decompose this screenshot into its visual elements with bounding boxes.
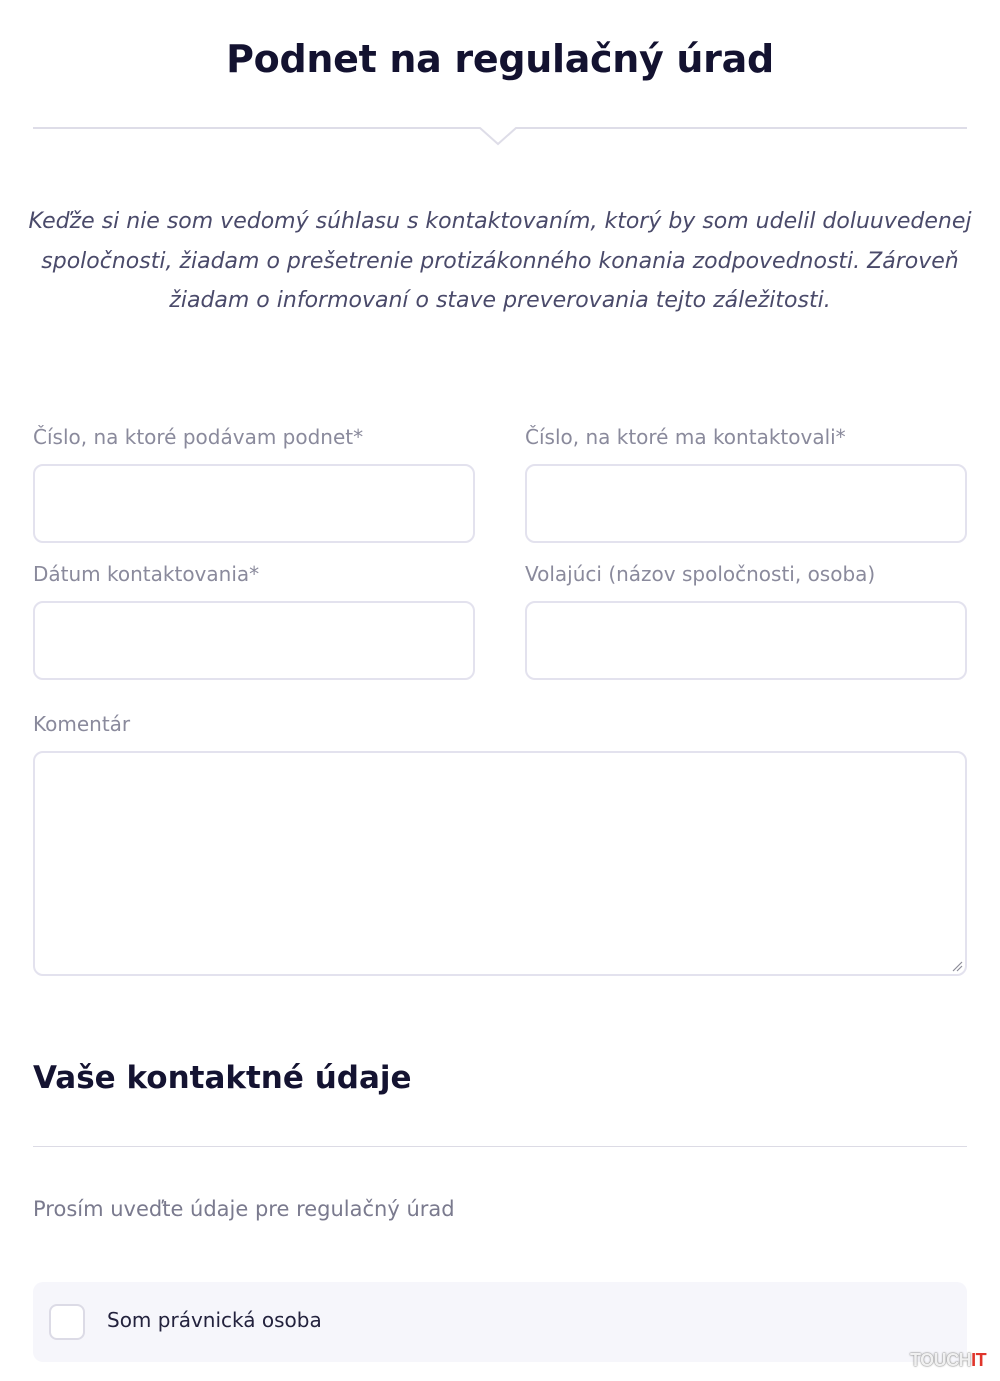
title-divider [33,112,967,146]
contact-date-input[interactable] [33,601,475,680]
reported-number-input[interactable] [33,464,475,543]
legal-entity-option[interactable] [33,1282,967,1362]
resize-handle-icon[interactable] [951,960,963,972]
contacted-number-input[interactable] [525,464,967,543]
section-divider [33,1146,967,1147]
legal-entity-label[interactable]: Som právnická osoba [107,1308,322,1332]
contact-section-description: Prosím uveďte údaje pre regulačný úrad [33,1197,455,1221]
page-title: Podnet na regulačný úrad [226,37,774,82]
caller-input[interactable] [525,601,967,680]
watermark-text-touch: TOUCH [910,1350,972,1370]
intro-text: Keďže si nie som vedomý súhlasu s kontaktovaním, ktorý by som udelil doluuvedenej spoločnosti, žiadam o prešetrenie protizákonného konania zodpovednosti. Zároveň žiadam o informovaní o stave preverovania tejto záležitosti. [28,209,972,313]
contacted-number-label: Číslo, na ktoré ma kontaktovali* [525,425,846,449]
caller-label: Volajúci (názov spoločnosti, osoba) [525,562,876,586]
watermark-text-it: IT [971,1350,987,1370]
comment-label: Komentár [33,712,131,736]
comment-textarea[interactable] [33,751,967,976]
contact-date-label: Dátum kontaktovania* [33,562,260,586]
contact-section-title: Vaše kontaktné údaje [33,1060,412,1096]
touchit-watermark-logo [910,1350,986,1371]
legal-entity-checkbox[interactable] [49,1304,85,1340]
reported-number-label: Číslo, na ktoré podávam podnet* [33,425,364,449]
